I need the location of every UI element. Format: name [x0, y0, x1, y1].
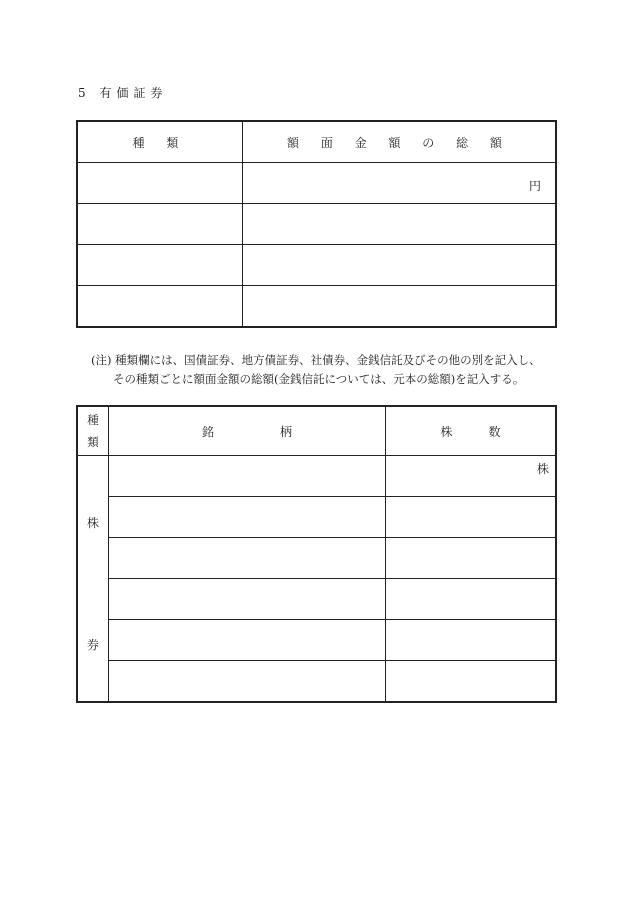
header-face-amount-total: 額 面 金 額 の 総 額 [243, 121, 557, 163]
kind-cell[interactable] [77, 204, 243, 245]
shares-unit: 株 [536, 462, 549, 476]
table-header-row [77, 121, 556, 163]
section-title: 5 有価証券 [78, 86, 168, 100]
amount-cell[interactable] [243, 286, 557, 328]
shares-cell[interactable] [386, 579, 557, 620]
brand-cell[interactable] [109, 579, 386, 620]
header-shares-char-2: 数 [488, 424, 501, 439]
brand-cell[interactable] [109, 497, 386, 538]
header-brand-char-2: 柄 [280, 424, 293, 439]
yen-unit: 円 [528, 179, 541, 193]
brand-cell[interactable] [109, 661, 386, 703]
stocks-table [76, 405, 557, 703]
table-row [77, 456, 556, 497]
table-row [77, 538, 556, 579]
shares-cell[interactable] [386, 497, 557, 538]
header-shares-char-1: 株 [440, 424, 453, 439]
shares-cell[interactable] [386, 456, 557, 497]
table-row [77, 286, 556, 328]
amount-cell[interactable] [243, 163, 557, 204]
table-row [77, 204, 556, 245]
header-brand-char-1: 銘 [201, 424, 214, 439]
table-header-row [77, 406, 556, 456]
header-shares [386, 406, 557, 456]
amount-cell[interactable] [243, 204, 557, 245]
header-kind-char-1: 種 [87, 413, 99, 427]
header-kind: 種 類 [77, 121, 243, 163]
kind-cell[interactable] [77, 245, 243, 286]
securities-face-value-table [76, 120, 557, 328]
table-row [77, 163, 556, 204]
table-row [77, 497, 556, 538]
header-kind-char-2: 類 [87, 435, 99, 449]
table-row [77, 661, 556, 703]
brand-cell[interactable] [109, 456, 386, 497]
note [91, 351, 591, 389]
note-line-2: その種類ごとに額面金額の総額(金銭信託については、元本の総額)を記入する。 [113, 372, 525, 386]
header-kind [77, 406, 109, 456]
shares-cell[interactable] [386, 620, 557, 661]
kind-char-2: 券 [86, 638, 99, 652]
table-row [77, 620, 556, 661]
brand-cell[interactable] [109, 620, 386, 661]
table-row [77, 579, 556, 620]
shares-cell[interactable] [386, 661, 557, 703]
header-brand [109, 406, 386, 456]
kind-column-stocks [77, 456, 109, 703]
brand-cell[interactable] [109, 538, 386, 579]
kind-cell[interactable] [77, 163, 243, 204]
table-row [77, 245, 556, 286]
amount-cell[interactable] [243, 245, 557, 286]
shares-cell[interactable] [386, 538, 557, 579]
kind-char-1: 株 [86, 516, 99, 530]
kind-cell[interactable] [77, 286, 243, 328]
note-line-1: (注) 種類欄には、国債証券、地方債証券、社債券、金銭信託及びその他の別を記入し、 [91, 353, 541, 367]
